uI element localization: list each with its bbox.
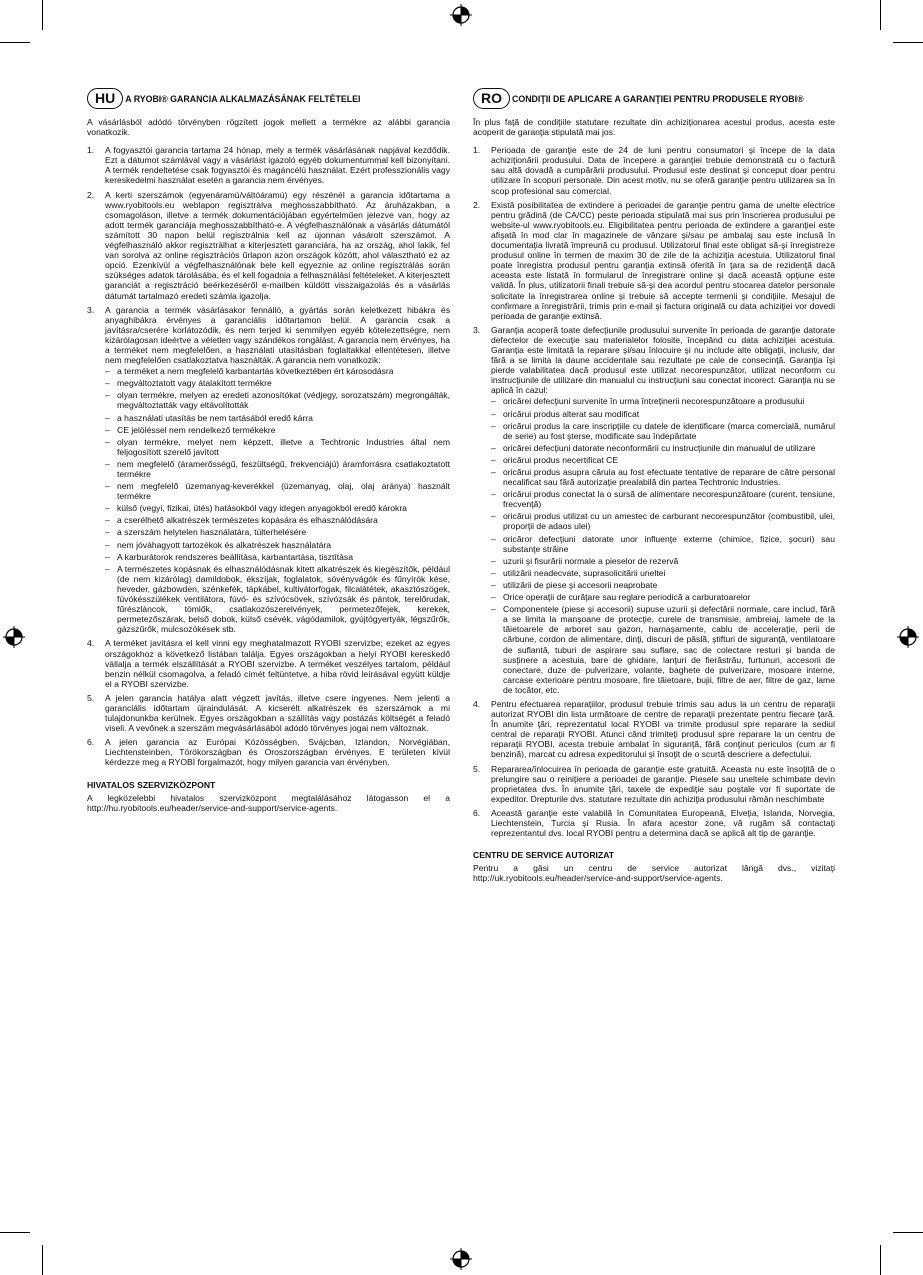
registration-mark-icon (450, 1248, 472, 1270)
exclusion-item-text: oricărui produs conectat la o sursă de alimentare necorespunzătoare (curent, tensiune, frecvenţă) (503, 489, 835, 510)
list-item (473, 200, 835, 321)
list-item (87, 305, 450, 635)
list-number: 3. (473, 324, 481, 335)
registration-mark-icon (3, 626, 25, 648)
hu-intro: A vásárlásból adódó törvényben rögzített jogok mellett a termékre az alábbi garancia vonatkozik. (87, 117, 450, 138)
exclusion-item-text: oricărui produs alterat sau modificat (503, 408, 640, 419)
exclusion-item-text: külső (vegyi, fizikai, ütés) hatásokból vagy idegen anyagokból eredő károkra (117, 503, 407, 514)
exclusion-item (105, 366, 450, 376)
list-number: 2. (473, 199, 481, 210)
exclusion-item (105, 564, 450, 635)
dash-bullet-icon: – (491, 604, 496, 615)
exclusion-list (491, 396, 835, 695)
ro-section-title: CONDIŢII DE APLICARE A GARANŢIEI PENTRU PRODUSELE RYOBI® (512, 93, 804, 104)
list-item (87, 145, 450, 185)
list-number: 4. (87, 638, 95, 649)
exclusion-item (491, 409, 835, 419)
dash-bullet-icon: – (491, 467, 496, 477)
exclusion-item (105, 425, 450, 435)
exclusion-item-text: oricărui produs asupra căruia au fost efectuate tentative de reparare de către personal necalificat sau fără autorizaţie prealabilă din partea Techtronic Industries. (503, 467, 835, 488)
dash-bullet-icon: – (105, 527, 110, 538)
exclusion-item-text: A karburátorok rendszeres beállítása, karbantartása, tisztítása (117, 551, 353, 562)
exclusion-item-text: megváltoztatott vagy átalakított termékre (117, 378, 272, 389)
list-number: 6. (473, 807, 481, 818)
dash-bullet-icon: – (105, 378, 110, 389)
exclusion-item-text: oricărei defecţiuni survenite în urma întreţinerii necorespunzătoare a produsului (503, 396, 805, 407)
ro-section-header (473, 88, 835, 109)
list-item (473, 764, 835, 804)
ro-column (473, 88, 835, 891)
exclusion-item-text: a szerszám helytelen használatára, túlterhelésére (117, 527, 307, 538)
exclusion-item-text: uzurii şi fisurării normale a pieselor de rezervă (503, 555, 679, 566)
dash-bullet-icon: – (105, 436, 110, 447)
list-number: 2. (87, 189, 95, 200)
list-number: 1. (87, 145, 95, 156)
dash-bullet-icon: – (105, 424, 110, 435)
list-number: 1. (473, 145, 481, 156)
dash-bullet-icon: – (491, 454, 496, 465)
hu-section-title: A RYOBI® GARANCIA ALKALMAZÁSÁNAK FELTÉTELEI (125, 93, 361, 104)
hu-conditions-list (87, 145, 450, 767)
list-item (87, 638, 450, 688)
hu-service-title: HIVATALOS SZERVIZKÖZPONT (87, 779, 216, 790)
dash-bullet-icon: – (105, 412, 110, 423)
ro-intro: În plus faţă de condiţiile statutare rezultate din achiziţionarea acestui produs, acesta este acoperit de garanţia stipulată mai jos. (473, 117, 835, 138)
exclusion-item (491, 421, 835, 441)
exclusion-item-text: oricărui produs utilizat cu un amestec de carburant necorespunzător (combustibil, ulei, proporţii de adaos ulei) (503, 511, 835, 532)
crop-mark (0, 1232, 30, 1233)
exclusion-item (105, 481, 450, 501)
dash-bullet-icon: – (491, 579, 496, 590)
exclusion-item-text: nem jóváhagyott tartozékok és alkatrészek használatára (117, 539, 332, 550)
dash-bullet-icon: – (491, 533, 496, 544)
exclusion-item-text: Orice operaţii de curăţare sau reglare periodică a carburatoarelor (503, 592, 751, 603)
list-item-text: Garanţia acoperă toate defecţiunile produsului survenite în perioada de garanţie datorate defectelor de execuţie sau materialelor folosite, începând cu data achiziţiei acestuia. Garanţia este limitată la reparare şi/sau înlocuire şi nu include alte obligaţii, inclusiv, dar fără a se limita la daune accidentale sau rezultate pe cale de consecinţă. Garanţia îşi pierde valabilitatea dacă produsul este utilizat necorespunzător, utilizat neconform cu instrucţiunile de utilizare din manualul cu instrucţiuni sau conectat incorect. Garanţia nu se aplică în cazul: (491, 324, 835, 396)
ro-service-text: Pentru a găsi un centru de service autorizat lângă dvs., vizitaţi http://uk.ryobitools.eu/header/service-and-support/service-agents. (473, 863, 835, 884)
list-item (87, 737, 450, 767)
exclusion-item (105, 413, 450, 423)
dash-bullet-icon: – (491, 555, 496, 566)
exclusion-item-text: oricăror defecţiuni datorate unor influenţe externe (chimice, fizice, şocuri) sau substanţe străine (503, 533, 835, 554)
dash-bullet-icon: – (105, 515, 110, 526)
crop-mark (893, 42, 923, 43)
exclusion-item (491, 556, 835, 566)
crop-mark (0, 42, 30, 43)
list-item (473, 808, 835, 838)
exclusion-item (491, 467, 835, 487)
list-number: 5. (473, 763, 481, 774)
crop-mark (42, 1245, 43, 1275)
list-item-text: A fogyasztói garancia tartama 24 hónap, mely a termék vásárlásának napjával kezdődik. Ezt a dátumot számlával vagy a vásárlást igazoló egyéb dokumentummal kell bizonyítani. A termék rendeltetése csak fogyasztói és magáncélú használat. Ezért professzionális vagy kereskedelmi használat esetén a garancia nem érvényes. (105, 145, 450, 186)
list-item-text: Repararea/înlocuirea în perioada de garanţie este gratuită. Aceasta nu este însoţită de o prelungire sau o reiniţiere a perioadei de garanţie. Piesele sau uneltele schimbate devin proprietatea dvs. În anumite ţări, taxele de expediţie sau poştale vor fi suportate de expeditor. Drepturile dvs. statutare rezultate din achiziţia produsului rămân neschimbate (491, 763, 835, 804)
hu-column (87, 88, 450, 821)
ro-conditions-list (473, 145, 835, 838)
exclusion-list (105, 366, 450, 634)
exclusion-item (491, 489, 835, 509)
list-item (473, 145, 835, 195)
list-number: 3. (87, 304, 95, 315)
dash-bullet-icon: – (105, 503, 110, 514)
hu-service-text: A legközelebbi hivatalos szervizközpont megtalálásához látogasson el a http://hu.ryobitools.eu/header/service-and-support/service-agents. (87, 792, 450, 813)
dash-bullet-icon: – (105, 551, 110, 562)
crop-mark (880, 1245, 881, 1275)
exclusion-item (105, 503, 450, 513)
dash-bullet-icon: – (105, 539, 110, 550)
list-item (473, 325, 835, 695)
list-item-text: A terméket javításra el kell vinni egy meghatalmazott RYOBI szervizbe; ezeket az egyes országokhoz a következő listában találja. Egyes országokban a helyi RYOBI kereskedő vállalja a termék elszállítását a RYOBI szervizbe. A terméket veszélyes tartalom, például benzin nélkül csomagolva, a feladó címét feltüntetve, a hiba rövid leírásával együtt küldje el a RYOBI szervizbe. (105, 638, 450, 689)
dash-bullet-icon: – (105, 563, 110, 574)
dash-bullet-icon: – (491, 420, 496, 431)
dash-bullet-icon: – (105, 390, 110, 401)
exclusion-item (105, 390, 450, 410)
exclusion-item (105, 515, 450, 525)
list-item-text: A jelen garancia hatálya alatt végzett javítás, illetve csere ingyenes. Nem jelenti a garanciális időtartam újraindulását. A kicserélt alkatrészek és szerszámok a mi tulajdonunkba kerülnek. Egyes országokban a szállítás vagy postázás költségét a feladó viseli. A vevőnek a szerszám megvásárlásából adódó törvényes jogai nem változnak. (105, 692, 450, 734)
exclusion-item (105, 552, 450, 562)
exclusion-item (105, 437, 450, 457)
exclusion-item-text: nem megfelelő (áramerősségű, feszültségű, frekvenciájú) áramforrásra csatlakoztatott termékre (117, 458, 450, 479)
exclusion-item (491, 592, 835, 602)
exclusion-item (491, 580, 835, 590)
exclusion-item (491, 604, 835, 695)
exclusion-item-text: olyan termékre, melyet nem képzett, illetve a Techtronic Industries által nem feljogosított szerelő javított (117, 436, 450, 457)
crop-mark (880, 0, 881, 30)
list-item-text: A garancia a termék vásárlásakor fennálló, a gyártás során keletkezett hibákra és anyaghibákra érvényes a garanciális időtartamon belül. A garancia csak a javításra/cserére korlátozódik, és nem terjed ki semmilyen egyéb kötelezettségre, nem kizárólagosan ideértve a véletlen vagy szándékos rongálást. A garancia nem érvényes, ha a terméket nem megfelelően, a használati utasításban foglaltakkal ellentétesen, illetve nem megfelelően csatlakoztatva használták. A garancia nem vonatkozik: (105, 304, 450, 366)
exclusion-item-text: utilizării neadecvate, suprasolicitării uneltei (503, 567, 666, 578)
exclusion-item (105, 378, 450, 388)
exclusion-item-text: CE jelöléssel nem rendelkező termékekre (117, 424, 276, 435)
dash-bullet-icon: – (491, 567, 496, 578)
exclusion-item-text: olyan termékre, melyen az eredeti azonosítókat (védjegy, sorozatszám) megrongálták, megváltoztatták vagy eltávolították (117, 390, 450, 411)
registration-mark-icon (450, 4, 472, 26)
crop-mark (893, 1232, 923, 1233)
list-item-text: Pentru efectuarea reparaţiilor, produsul trebuie trimis sau adus la un centru de reparaţii autorizat RYOBI din lista următoare de centre de reparaţii prezentate pentru fiecare ţară. În anumite ţări, reprezentatul local RYOBI va trimite produsul spre reparare la sediul central de reparaţii RYOBI. Atunci când trimiteţi produsul spre reparare la un centru de reparaţii RYOBI, acesta trebuie ambalat în siguranţă, fără conţinut periculos (cum ar fi benzină), marcat cu adresa expeditorului şi însoţit de o scurtă descriere a defectului. (491, 698, 835, 760)
dash-bullet-icon: – (491, 489, 496, 500)
exclusion-item (105, 459, 450, 479)
exclusion-item-text: oricărui produs la care inscripţiile cu datele de identificare (marca comercială, numărul de serie) au fost şterse, modificate sau îndepărtate (503, 420, 835, 441)
exclusion-item-text: nem megfelelő üzemanyag-keverékkel (üzemanyag, olaj, olaj aránya) használt termékre (117, 481, 450, 502)
language-badge-ro: RO (473, 88, 510, 109)
list-item (473, 699, 835, 760)
dash-bullet-icon: – (105, 366, 110, 377)
list-item-text: Această garanţie este valabilă în Comunitatea Europeană, Elveţia, Islanda, Norvegia, Liechtenstein, Turcia şi Rusia. În afara acestor zone, vă rugăm să contactaţi reprezentantul dvs. local RYOBI pentru a determina dacă se aplică alt tip de garanţie. (491, 807, 835, 839)
dash-bullet-icon: – (105, 481, 110, 492)
exclusion-item (491, 534, 835, 554)
exclusion-item-text: a cserélhető alkatrészek természetes kopására és elhasználódására (117, 515, 378, 526)
exclusion-item (491, 455, 835, 465)
exclusion-item (491, 568, 835, 578)
exclusion-item (491, 443, 835, 453)
dash-bullet-icon: – (491, 396, 496, 407)
exclusion-item-text: oricărui produs necertificat CE (503, 454, 619, 465)
dash-bullet-icon: – (491, 442, 496, 453)
list-item-text: A kerti szerszámok (egyenáramú/váltóáramú) egy részénél a garancia időtartama a www.ryobitools.eu weblapon regisztrálva meghosszabbítható. Az áruházakban, a csomagoláson, illetve a termék dokumentációjában egyértelműen jelezve van, hogy az adott termék garanciája meghosszabbítható-e. A végfelhasználónak a vásárlás dátumától számított 30 napon belül regisztrálnia kell az újonnan vásárolt szerszámot. A végfelhasználó akkor regisztrálhat a kiterjesztett garanciára, ha az ország, ahol lakik, fel van sorolva az online regisztrációs űrlapon azon országok között, ahol választható ez az opció. Ezenkívül a végfelhasználónak bele kell egyeznie az online regisztrálás során szükséges adatok tárolásába, és el kell fogadnia a felhasználási feltételeket. A kiterjesztett garanciát a regisztráció beérkezéséről e-mailben küldött visszaigazolás és a vásárlás dátumát tartalmazó eredeti számla igazolja. (105, 189, 450, 301)
list-item (87, 190, 450, 301)
exclusion-item-text: a terméket a nem megfelelő karbantartás következtében ért károsodásra (117, 366, 394, 377)
exclusion-item-text: A természetes kopásnak és elhasználódásnak kitett alkatrészek és kiegészítők, például (de nem kizárólag) damildobok, ékszíjak, foglalatok, sövényvágók és fűnyírók kése, heveder, gázbowden, szénkefék, tápkábel, kultivátorfogak, filcalátétek, akasztószögek, fúvókésszülékek ventilátora, fúvó- és szívócsövek, szívózsák és pántok, terelőrudak, fűrészláncok, tömlők, csatlakozószerelvények, permetezőfejek, kerekek, permetezőszárak, belső dobok, külső csévék, vágódamilok, gyújtógyertyák, légszűrők, gázszűrők, mulcsozókések stb. (117, 563, 450, 635)
crop-mark (42, 0, 43, 30)
hu-section-header (87, 88, 450, 109)
list-number: 6. (87, 737, 95, 748)
exclusion-item-text: Componentele (piese şi accesorii) supuse uzurii şi defectării normale, care includ, fără a se limita la manşoane de protecţie, curele de transmisie, ambreiaj, lamele de la tăietoarele de arboret sau gazon, harnaşamente, cablu de acceleraţie, perii de cărbune, cordon de alimentare, dinţi, discuri de pâslă, ştifturi de siguranţă, ventilatoare de suflantă, tuburi de aspirare sau suflare, sac de colectare resturi şi banda de susţinere a acestuia, bare de ghidare, lanţuri de fierăstrău, furtunuri, accesorii de conectare, duze de pulverizare, volante, baghete de pulverizare, mosoare interne, carcase exterioare pentru mosoare, fire tăietoare, bujii, filtre de aer, filtre de gaz, lame de tocător, etc. (503, 604, 835, 695)
registration-mark-icon (897, 626, 919, 648)
exclusion-item (491, 511, 835, 531)
ro-service-title: CENTRU DE SERVICE AUTORIZAT (473, 850, 615, 861)
list-item-text: A jelen garancia az Európai Közösségben, Svájcban, Izlandon, Norvégiában, Liechtensteinben, Törökországban és Oroszországban érvényes. E területen kívül kérdezze meg a RYOBI forgalmazót, hogy milyen garancia van érvényben. (105, 737, 450, 768)
list-number: 4. (473, 698, 481, 709)
list-item-text: Există posibilitatea de extindere a perioadei de garanţie pentru gama de unelte electrice pentru grădină (de CA/CC) peste perioada stipulată mai sus prin înscrierea produsului pe website-ul www.ryobitools.eu. Eligibilitatea pentru perioada de extindere a garanţiei este afişată în mod clar în magazinele de vânzare şi/sau pe ambalaj sau este inclusă în documentaţia livrată împreună cu produsul. Utilizatorul final este obligat să-şi înregistreze produsul online în termen de maxim 30 de zile de la achiziţia acestuia. Utilizatorul final poate înregistra produsul pentru garanţia extinsă oferită în ţara sa de rezidenţă dacă aceasta este listată în formularul de înregistrare online şi dacă această opţiune este validă. În plus, utilizatorii finali trebuie să-şi dea acordul pentru stocarea datelor personale solicitate la înregistrarea online şi trebuie să accepte termenii şi condiţiile. Mesajul de confirmare a înregistrării, trimis prin e-mail şi factura originală cu data achiziţiei vor dovedi perioada de garanţie extinsă. (491, 199, 835, 321)
list-item (87, 693, 450, 733)
dash-bullet-icon: – (491, 408, 496, 419)
exclusion-item-text: a használati utasítás be nem tartásából eredő kárra (117, 412, 313, 423)
exclusion-item (105, 540, 450, 550)
dash-bullet-icon: – (105, 458, 110, 469)
list-item-text: Perioada de garanţie este de 24 de luni pentru consumatori şi începe de la data achiziţionării produsului. Data de începere a garanţiei trebuie demonstrată cu o factură sau altă dovadă a cumpărării produsului. Produsul este destinat şi conceput doar pentru utilizare în scopuri personale. Din acest motiv, nu se oferă garanţie pentru utilizarea sa în scop profesional sau comercial. (491, 145, 835, 196)
exclusion-item (105, 527, 450, 537)
exclusion-item-text: utilizării de piese şi accesorii neaprobate (503, 579, 658, 590)
dash-bullet-icon: – (491, 592, 496, 603)
list-number: 5. (87, 692, 95, 703)
exclusion-item (491, 396, 835, 406)
exclusion-item-text: oricărei defecţiuni datorate neconformării cu instrucţiunile din manualul de utilizare (503, 442, 816, 453)
dash-bullet-icon: – (491, 511, 496, 522)
language-badge-hu: HU (87, 88, 123, 109)
